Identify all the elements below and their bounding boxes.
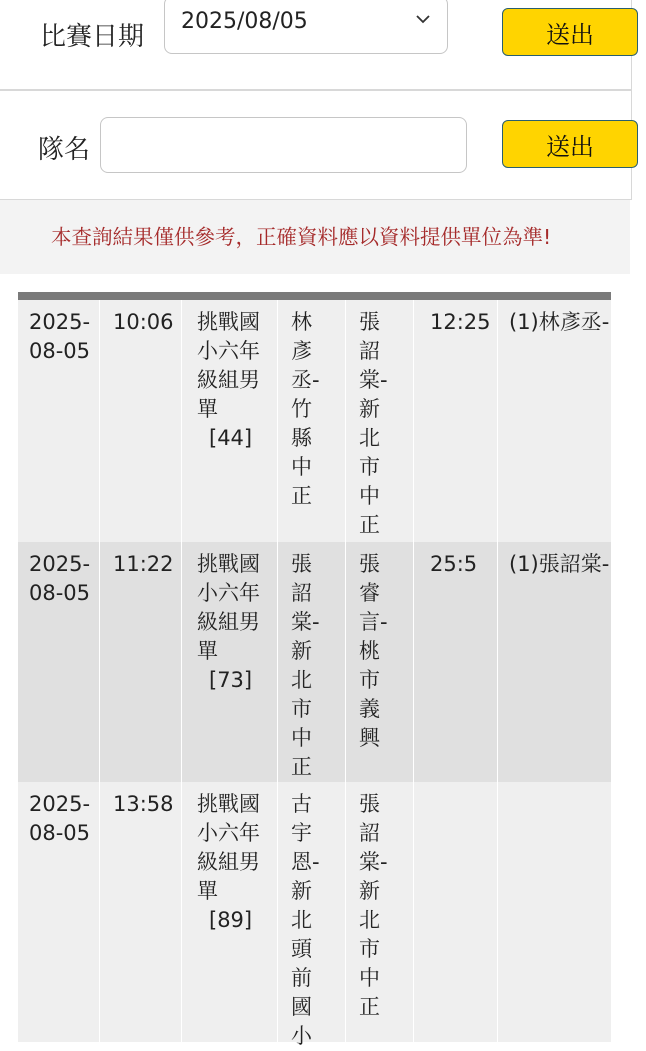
- player-name-line: 睿: [359, 581, 380, 605]
- match-player-1: [291, 308, 345, 511]
- match-winner: (1)林彥丞-: [509, 310, 610, 334]
- match-date-line: 08-05: [29, 581, 91, 605]
- match-player-2-cell: [346, 782, 414, 1042]
- player-name-line: 市: [359, 937, 380, 961]
- match-time: 10:06: [100, 300, 182, 542]
- player-name-line: 頭: [291, 937, 312, 961]
- player-name-line: 古: [291, 792, 312, 816]
- match-winner: (1)張詔棠-: [509, 552, 610, 576]
- date-select-value: 2025/08/05: [181, 9, 308, 34]
- player-name-line: 正: [291, 484, 312, 508]
- table-row[interactable]: [18, 782, 611, 1048]
- match-date-line: 2025-: [29, 792, 91, 816]
- player-name-line: 張: [359, 792, 380, 816]
- player-name-line: 中: [359, 966, 380, 990]
- date-label: 比賽日期: [40, 22, 145, 52]
- disclaimer-text: 本查詢結果僅供參考，正確資料應以資料提供單位為準!: [51, 225, 552, 249]
- player-name-line: 彥: [291, 339, 312, 363]
- match-bracket: [89]: [209, 908, 253, 932]
- player-name-line: 棠-: [291, 610, 320, 634]
- player-name-line: 張: [359, 310, 380, 334]
- player-name-line: 新: [291, 879, 312, 903]
- match-date-cell: [18, 542, 100, 782]
- match-event-cell: [182, 542, 278, 782]
- match-date: [29, 550, 99, 608]
- match-score: 25:5: [414, 542, 498, 782]
- match-player-2: [359, 308, 413, 540]
- player-name-line: 正: [359, 513, 380, 537]
- player-name-line: 林: [291, 310, 312, 334]
- match-player-1: [291, 790, 345, 1051]
- date-filter-row: [0, 0, 632, 90]
- match-time: 13:58: [100, 782, 182, 1042]
- match-event: [197, 790, 277, 935]
- match-event: [197, 308, 277, 453]
- match-player-1: [291, 550, 345, 782]
- match-event-cell: [182, 300, 278, 542]
- chevron-down-icon: [413, 9, 433, 29]
- match-time: 11:22: [100, 542, 182, 782]
- player-name-line: 中: [359, 484, 380, 508]
- match-player-1-cell: [278, 300, 346, 542]
- date-select[interactable]: [164, 0, 448, 54]
- team-filter-row: [0, 90, 632, 200]
- match-score: [414, 782, 498, 1042]
- match-bracket: [44]: [209, 426, 253, 450]
- match-player-2: [359, 550, 413, 753]
- match-score: 12:25: [414, 300, 498, 542]
- date-submit-button[interactable]: 送出: [502, 8, 638, 56]
- notice-bar: [0, 200, 630, 274]
- player-name-line: 棠-: [359, 368, 388, 392]
- results-table: [18, 292, 611, 1048]
- match-event-line: 單: [197, 879, 218, 903]
- player-name-line: 小: [291, 1024, 312, 1048]
- match-bracket: [73]: [209, 668, 253, 692]
- match-date-line: 08-05: [29, 821, 91, 845]
- match-player-2: [359, 790, 413, 1022]
- match-event-line: 小六年: [197, 821, 260, 845]
- player-name-line: 詔: [291, 581, 312, 605]
- player-name-line: 縣: [291, 426, 312, 450]
- match-event-line: 單: [197, 639, 218, 663]
- match-winner: [498, 782, 611, 1042]
- match-event-line: 級組男: [197, 368, 260, 392]
- player-name-line: 市: [359, 455, 380, 479]
- match-event-line: 小六年: [197, 339, 260, 363]
- match-event-line: 挑戰國: [197, 552, 260, 576]
- player-name-line: 義: [359, 697, 380, 721]
- player-name-line: 張: [359, 552, 380, 576]
- table-row[interactable]: [18, 542, 611, 782]
- match-player-1-cell: [278, 782, 346, 1048]
- match-event-line: 級組男: [197, 850, 260, 874]
- player-name-line: 棠-: [359, 850, 388, 874]
- match-event-line: 挑戰國: [197, 792, 260, 816]
- player-name-line: 新: [291, 639, 312, 663]
- player-name-line: 竹: [291, 397, 312, 421]
- match-date-line: 2025-: [29, 310, 91, 334]
- player-name-line: 北: [359, 426, 380, 450]
- player-name-line: 桃: [359, 639, 380, 663]
- player-name-line: 北: [291, 668, 312, 692]
- player-name-line: 恩-: [291, 850, 320, 874]
- player-name-line: 詔: [359, 821, 380, 845]
- player-name-line: 前: [291, 966, 312, 990]
- match-date-cell: [18, 782, 100, 1042]
- team-name-input[interactable]: [100, 117, 467, 173]
- player-name-line: 詔: [359, 339, 380, 363]
- player-name-line: 市: [291, 697, 312, 721]
- player-name-line: 宇: [291, 821, 312, 845]
- match-event-line: 單: [197, 397, 218, 421]
- match-event-line: 挑戰國: [197, 310, 260, 334]
- match-event: [197, 550, 277, 695]
- player-name-line: 中: [291, 726, 312, 750]
- match-date: [29, 308, 99, 366]
- match-event-line: 級組男: [197, 610, 260, 634]
- player-name-line: 北: [359, 908, 380, 932]
- player-name-line: 北: [291, 908, 312, 932]
- match-event-cell: [182, 782, 278, 1042]
- match-date-line: 08-05: [29, 339, 91, 363]
- player-name-line: 正: [291, 755, 312, 779]
- match-date-cell: [18, 300, 100, 542]
- team-label: 隊名: [38, 135, 91, 165]
- match-player-1-cell: [278, 542, 346, 782]
- player-name-line: 新: [359, 879, 380, 903]
- match-player-2-cell: [346, 300, 414, 542]
- table-row[interactable]: [18, 300, 611, 542]
- player-name-line: 丞-: [291, 368, 320, 392]
- match-date-line: 2025-: [29, 552, 91, 576]
- match-date: [29, 790, 99, 848]
- match-player-2-cell: [346, 542, 414, 782]
- player-name-line: 國: [291, 995, 312, 1019]
- player-name-line: 正: [359, 995, 380, 1019]
- player-name-line: 言-: [359, 610, 388, 634]
- match-event-line: 小六年: [197, 581, 260, 605]
- player-name-line: 中: [291, 455, 312, 479]
- player-name-line: 新: [359, 397, 380, 421]
- player-name-line: 市: [359, 668, 380, 692]
- team-submit-button[interactable]: 送出: [502, 120, 638, 168]
- player-name-line: 興: [359, 726, 380, 750]
- player-name-line: 張: [291, 552, 312, 576]
